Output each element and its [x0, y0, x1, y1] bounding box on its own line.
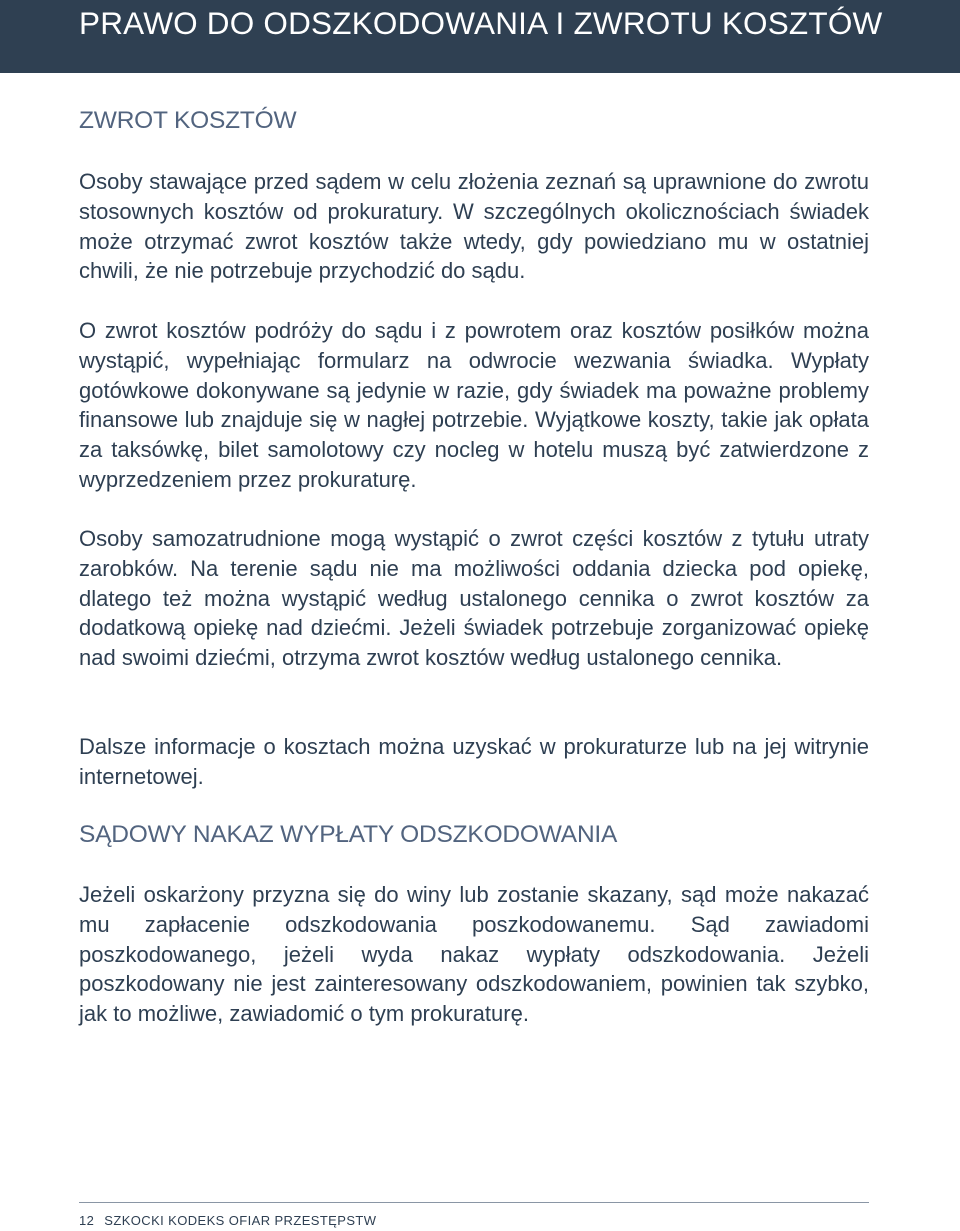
section-heading-sadowy-nakaz: SĄDOWY NAKAZ WYPŁATY ODSZKODOWANIA [79, 821, 618, 848]
page-number: 12 [79, 1213, 95, 1228]
section-heading-zwrot-kosztow: ZWROT KOSZTÓW [79, 107, 297, 134]
paragraph-4: Dalsze informacje o kosztach można uzyskać w prokuraturze lub na jej witrynie internetowej. [79, 734, 869, 789]
paragraph-5: Jeżeli oskarżony przyzna się do winy lub zostanie skazany, sąd może nakazać mu zapłacenie odszkodowania poszkodowanemu. Sąd zawiadomi poszkodowanego, jeżeli wyda nakaz wypłaty odszkodowania. Jeżeli poszkodowany nie jest zainteresowany odszkodowaniem, powinien tak szybko, jak to możliwe, zawiadomić o tym prokuraturę. [79, 882, 869, 1027]
footer-divider [79, 1202, 869, 1203]
paragraph-1: Osoby stawające przed sądem w celu złożenia zeznań są uprawnione do zwrotu stosownych kosztów od prokuratury. W szczególnych okolicznościach świadek może otrzymać zwrot kosztów także wtedy, gdy powiedziano mu w ostatniej chwili, że nie potrzebuje przychodzić do sądu. [79, 169, 869, 284]
paragraph-2: O zwrot kosztów podróży do sądu i z powrotem oraz kosztów posiłków można wystąpić, wypełniając formularz na odwrocie wezwania świadka. Wypłaty gotówkowe dokonywane są jedynie w razie, gdy świadek ma poważne problemy finansowe lub znajduje się w nagłej potrzebie. Wyjątkowe koszty, takie jak opłata za taksówkę, bilet samolotowy czy nocleg w hotelu muszą być zatwierdzone z wyprzedzeniem przez prokuraturę. [79, 318, 869, 492]
publication-title: SZKOCKI KODEKS OFIAR PRZESTĘPSTW [104, 1213, 377, 1228]
paragraph-3: Osoby samozatrudnione mogą wystąpić o zwrot części kosztów z tytułu utraty zarobków. Na terenie sądu nie ma możliwości oddania dziecka pod opiekę, dlatego też można wystąpić według ustalonego cennika o zwrot kosztów za dodatkową opiekę nad dziećmi. Jeżeli świadek potrzebuje zorganizować opiekę nad swoimi dziećmi, otrzyma zwrot kosztów według ustalonego cennika. [79, 526, 869, 671]
page-header-bar [0, 0, 960, 73]
page-footer [79, 1213, 376, 1229]
page-title: PRAWO DO ODSZKODOWANIA I ZWROTU KOSZTÓW [79, 5, 883, 41]
